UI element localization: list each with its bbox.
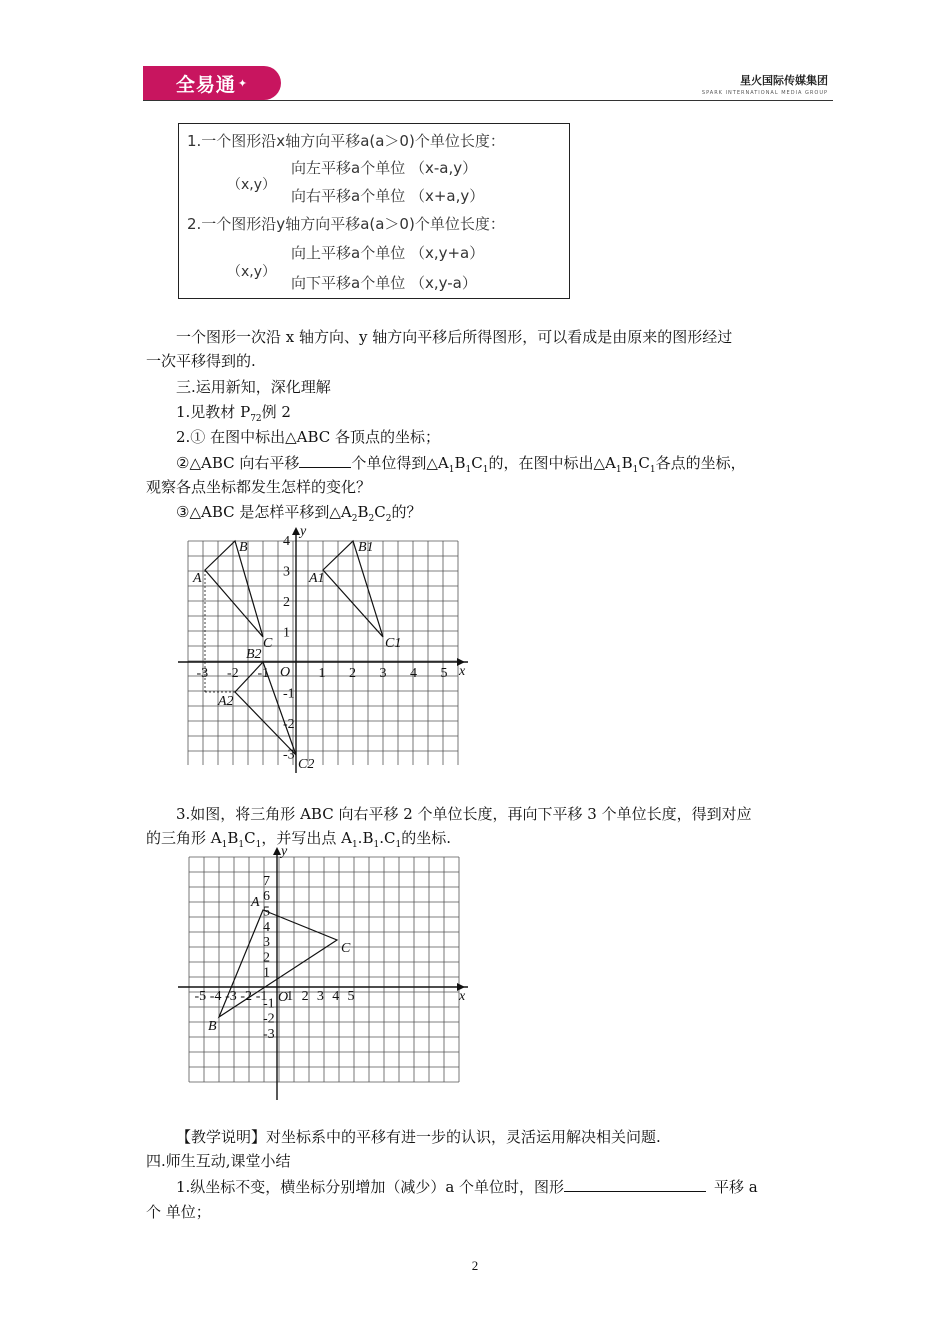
rule1-title: 1.一个图形沿x轴方向平移a(a＞0)个单位长度： [187, 132, 505, 150]
x-tick-label: 2 [301, 989, 309, 1004]
answer-blank[interactable] [299, 451, 351, 468]
point-C2: C2 [298, 757, 315, 772]
x-tick-label: -1 [257, 666, 270, 681]
x-tick-label: 1 [286, 989, 294, 1004]
rule1-point: （x,y） [227, 177, 277, 193]
point-B: B [208, 1019, 217, 1034]
x-tick-label: -2 [227, 666, 239, 681]
y-tick-label: 2 [263, 950, 270, 966]
publisher-name: 星火国际传媒集团 [740, 74, 828, 87]
item3-line2-b: ，并写出点 A [261, 829, 352, 847]
y-tick-label: 5 [263, 904, 270, 920]
rule2-up: 向上平移a个单位 （x,y+a） [291, 244, 485, 262]
x-tick-label: 5 [347, 989, 355, 1004]
item2-2: ②△ABC 向右平移 个单位得到$\triangle A_1B_1C_1$的，在图中标出$\triangle A_1B_1C_1$各点的坐标， [176, 450, 746, 483]
point-A1: A1 [309, 571, 325, 586]
rule1-left: 向左平移a个单位 （x-a,y） [291, 159, 478, 177]
para1-line1: 一个图形一次沿 x 轴方向、y 轴方向平移后所得图形，可以看成是由原来的图形经过 [176, 328, 733, 346]
section3-heading: 三.运用新知，深化理解 [176, 378, 331, 396]
sparkle-icon: ✦ [237, 76, 249, 90]
item3-line2: 的三角形 $A_1B_1C_1$，并写出点 $A_1.B_1.C_1$的坐标. [146, 829, 451, 850]
item2-3-a: ③△ABC 是怎样平移到△A [176, 503, 352, 521]
para1-line2: 一次平移得到的. [146, 352, 256, 370]
rule2-down: 向下平移a个单位 （x,y-a） [291, 274, 477, 292]
item2-3-b: 的？ [391, 503, 422, 521]
brand-logo [143, 66, 281, 100]
point-A: A [193, 571, 202, 586]
x-tick-label: -3 [196, 666, 209, 681]
point-C: C [263, 636, 273, 651]
y-axis-arrow [292, 527, 300, 535]
y-tick-label: -3 [263, 1026, 275, 1042]
summary1-b: 平移 a [714, 1178, 758, 1196]
x-tick-label: -5 [194, 989, 207, 1004]
y-tick-label: -1 [283, 686, 295, 702]
item2-1: 2.① 在图中标出△ABC 各顶点的坐标； [176, 428, 440, 446]
x-tick-label: 1 [318, 666, 326, 681]
page-number: 2 [471, 1258, 479, 1273]
item3-line2-a: 的三角形 A [146, 829, 222, 847]
x-tick-label: 3 [379, 666, 387, 681]
item1-prefix: 1.见教材 P [176, 403, 251, 421]
y-label: y [300, 524, 307, 539]
item2-3: ③△ABC 是怎样平移到$\triangle A_2B_2C_2$的？ [176, 503, 422, 524]
y-tick-label: -2 [283, 717, 295, 732]
point-B2: B2 [246, 647, 262, 662]
y-tick-label: 3 [263, 935, 270, 951]
item3-line1: 3.如图，将三角形 ABC 向右平移 2 个单位长度，再向下平移 3 个单位长度，得到对应 [176, 805, 752, 823]
item3-line2-d: 的坐标. [401, 829, 451, 847]
point-B: B [239, 540, 248, 555]
item2-2-a: ②△ABC 向右平移 [176, 454, 300, 472]
y-axis-arrow [273, 847, 281, 855]
coordinate-graph-2 [178, 845, 478, 1105]
x-label: x [459, 989, 466, 1004]
x-tick-label: -1 [255, 989, 268, 1004]
item1-page-sub: 72 [250, 414, 262, 424]
triangle-ABC [205, 541, 263, 637]
coordinate-graph-1 [178, 525, 478, 775]
x-tick-label: 4 [332, 989, 340, 1004]
y-tick-label: 7 [263, 873, 270, 889]
y-tick-label: 6 [263, 889, 270, 905]
item1-suffix: 例 2 [261, 403, 291, 421]
x-tick-label: -2 [240, 989, 253, 1004]
y-tick-label: 4 [283, 534, 290, 549]
y-label: y [281, 844, 288, 859]
rule1-right: 向右平移a个单位 （x+a,y） [291, 187, 485, 205]
point-A: A [251, 895, 260, 910]
rule2-title: 2.一个图形沿y轴方向平移a(a＞0)个单位长度： [187, 215, 505, 233]
answer-blank-2[interactable] [564, 1175, 706, 1192]
x-tick-label: 5 [440, 666, 448, 681]
point-C: C [341, 941, 351, 956]
x-tick-label: 2 [349, 666, 356, 681]
item2-2-c: 的，在图中标出△A [488, 454, 616, 472]
y-tick-label: 3 [283, 564, 290, 580]
y-tick-label: -1 [263, 996, 275, 1012]
section4-heading: 四.师生互动,课堂小结 [146, 1152, 291, 1170]
summary1-a: 1.纵坐标不变，横坐标分别增加（减少）a 个单位时，图形 [176, 1178, 565, 1196]
y-tick-label: -3 [283, 747, 295, 763]
publisher-name-en: SPARK INTERNATIONAL MEDIA GROUP [701, 90, 828, 96]
x-tick-label: -3 [225, 989, 237, 1004]
summary1-line2: 个 单位； [146, 1203, 211, 1221]
y-tick-label: -2 [263, 1011, 275, 1027]
summary1 [176, 1174, 758, 1200]
teaching-note: 【教学说明】对坐标系中的平移有进一步的认识，灵活运用解决相关问题. [176, 1128, 661, 1146]
item2-2-line2: 观察各点坐标都发生怎样的变化？ [146, 478, 372, 496]
x-tick-label: -4 [209, 989, 222, 1004]
y-tick-label: 1 [283, 625, 290, 641]
y-tick-label: 4 [263, 919, 270, 935]
header-divider [143, 100, 833, 101]
rule2-point: （x,y） [227, 264, 277, 280]
y-tick-label: 2 [283, 595, 290, 610]
point-C1: C1 [385, 636, 402, 651]
brand-logo-text: 全易通 [175, 73, 236, 96]
origin-label: O [278, 990, 289, 1005]
point-B1: B1 [358, 540, 374, 555]
x-label: x [459, 664, 466, 679]
translation-rules-box [178, 123, 570, 299]
y-tick-label: 1 [263, 965, 270, 981]
item2-2-d: 各点的坐标， [655, 454, 746, 472]
x-tick-label: 4 [410, 666, 417, 681]
point-A2: A2 [218, 694, 234, 709]
origin-label: O [280, 665, 291, 680]
publisher [702, 72, 828, 96]
x-tick-label: 3 [316, 989, 324, 1004]
item3-line2-c: .C [379, 829, 396, 847]
item2-2-b: 个单位得到△A [351, 454, 449, 472]
